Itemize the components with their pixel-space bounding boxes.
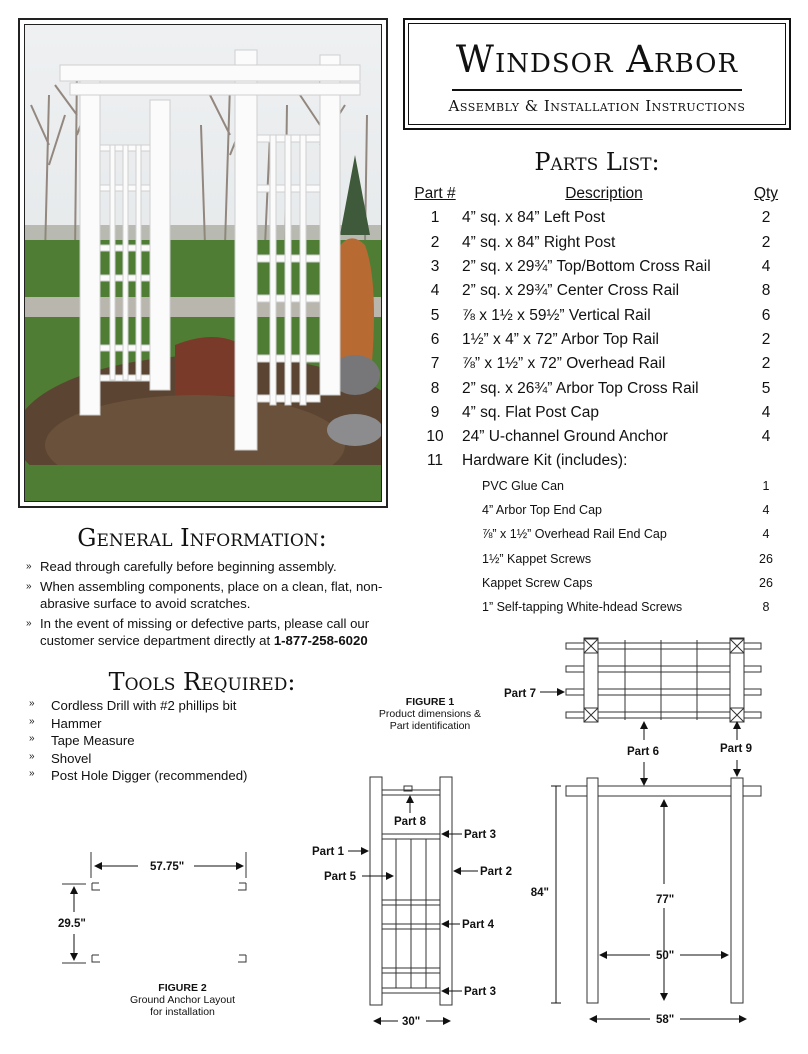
hardware-description: 1” Self-tapping White-hdead Screws	[482, 600, 683, 615]
hardware-description: PVC Glue Can	[482, 478, 564, 493]
hardware-description: 1½” Kappet Screws	[482, 551, 592, 566]
part-number: 3	[430, 258, 440, 276]
part-number: 2	[430, 233, 440, 251]
part-description: Hardware Kit (includes):	[462, 452, 628, 470]
phone-number: 1-877-258-6020	[273, 633, 368, 648]
panel-width-label: 30"	[402, 1016, 421, 1028]
general-info-item: » Read through carefully before beginning assembly.	[26, 558, 386, 575]
part-description: 24” U-channel Ground Anchor	[462, 428, 668, 446]
part5-label: Part 5	[324, 871, 356, 883]
part-number: 7	[430, 355, 440, 373]
part-description: ⅞” x 1½” x 72” Overhead Rail	[462, 355, 666, 373]
part6-label: Part 6	[627, 746, 659, 758]
hardware-qty: 1	[762, 478, 770, 493]
part9-label: Part 9	[720, 743, 752, 755]
part2-label: Part 2	[480, 866, 512, 878]
tool-item: » Post Hole Digger (recommended)	[25, 768, 325, 786]
part-description: 4” sq. x 84” Left Post	[462, 209, 606, 227]
anchor-width-label: 57.75"	[150, 861, 185, 873]
hardware-description: 4” Arbor Top End Cap	[482, 503, 602, 517]
part1-label: Part 1	[312, 846, 344, 858]
part8-label: Part 8	[394, 816, 426, 828]
figure1-label: FIGURE 1	[405, 696, 455, 708]
part-number: 10	[426, 428, 444, 446]
part-qty: 2	[761, 355, 771, 373]
part-qty: 4	[761, 428, 771, 446]
figure2-caption-line1: Ground Anchor Layout	[129, 994, 236, 1006]
hardware-qty: 4	[762, 503, 770, 517]
part-description: 4” sq. Flat Post Cap	[462, 403, 599, 421]
part-number: 5	[430, 306, 440, 324]
part-qty: 2	[761, 330, 771, 348]
hardware-qty: 26	[759, 575, 773, 590]
part-number: 1	[430, 209, 440, 227]
height-dim-label: 84"	[530, 887, 549, 899]
part-number: 11	[426, 452, 444, 470]
overhead-top-view	[566, 638, 761, 722]
document-subtitle: Assembly & Installation Instructions	[448, 97, 746, 115]
part3-label-bottom: Part 3	[464, 986, 496, 998]
part-number: 8	[430, 379, 440, 397]
figure2-caption-line2: for installation	[150, 1006, 215, 1018]
header-part-num: Part #	[414, 185, 456, 203]
part-number: 6	[430, 330, 440, 348]
part-qty: 4	[761, 403, 771, 421]
tool-item: » Tape Measure	[25, 733, 325, 751]
part-description: 2” sq. x 26¾” Arbor Top Cross Rail	[462, 379, 699, 397]
hardware-description: ⅞” x 1½” Overhead Rail End Cap	[482, 527, 667, 542]
hardware-description: Kappet Screw Caps	[482, 575, 593, 590]
total-width-label: 58"	[656, 1014, 675, 1026]
hardware-qty: 26	[759, 551, 773, 566]
tools-heading: Tools Required:	[108, 668, 296, 696]
part-description: 1½” x 4” x 72” Arbor Top Rail	[462, 330, 659, 348]
part7-label: Part 7	[504, 688, 536, 700]
parts-list-heading: Parts List:	[534, 148, 660, 176]
document-title: Windsor Arbor	[455, 38, 739, 81]
part3-label-top: Part 3	[464, 829, 496, 841]
anchor-depth-label: 29.5"	[58, 918, 86, 930]
tool-item: » Hammer	[25, 716, 325, 734]
part-description: ⅞ x 1½ x 59½” Vertical Rail	[462, 306, 651, 324]
tool-item: » Cordless Drill with #2 phillips bit	[25, 698, 325, 716]
header-description: Description	[565, 185, 643, 203]
figure2-label: FIGURE 2	[158, 982, 207, 994]
general-info-text: In the event of missing or defective parts, please call our customer service department directly at	[40, 616, 370, 648]
side-panel-view	[370, 777, 452, 1005]
part-qty: 5	[761, 379, 771, 397]
tool-item: » Shovel	[25, 751, 325, 769]
general-info-item: » When assembling components, place on a clean, flat, non-abrasive surface to avoid scratches.	[26, 578, 386, 612]
part-qty: 8	[761, 282, 771, 300]
part-qty: 2	[761, 209, 771, 227]
part-description: 2” sq. x 29¾” Center Cross Rail	[462, 282, 680, 300]
figure1-caption-line1: Product dimensions &	[378, 708, 482, 720]
part-qty: 2	[761, 233, 771, 251]
part-qty: 4	[761, 258, 771, 276]
inner-height-label: 77"	[656, 894, 675, 906]
part-number: 9	[430, 403, 440, 421]
part-description: 2” sq. x 29¾” Top/Bottom Cross Rail	[462, 258, 711, 276]
figure1-caption-line2: Part identification	[389, 720, 471, 732]
part-qty: 6	[761, 306, 771, 324]
part-description: 4” sq. x 84” Right Post	[462, 233, 616, 251]
inner-width-label: 50"	[656, 950, 675, 962]
header-qty: Qty	[753, 185, 779, 203]
part4-label: Part 4	[462, 919, 494, 931]
part-number: 4	[430, 282, 440, 300]
general-info-heading: General Information:	[77, 524, 327, 552]
hardware-qty: 4	[762, 527, 770, 542]
hardware-qty: 8	[762, 600, 770, 615]
